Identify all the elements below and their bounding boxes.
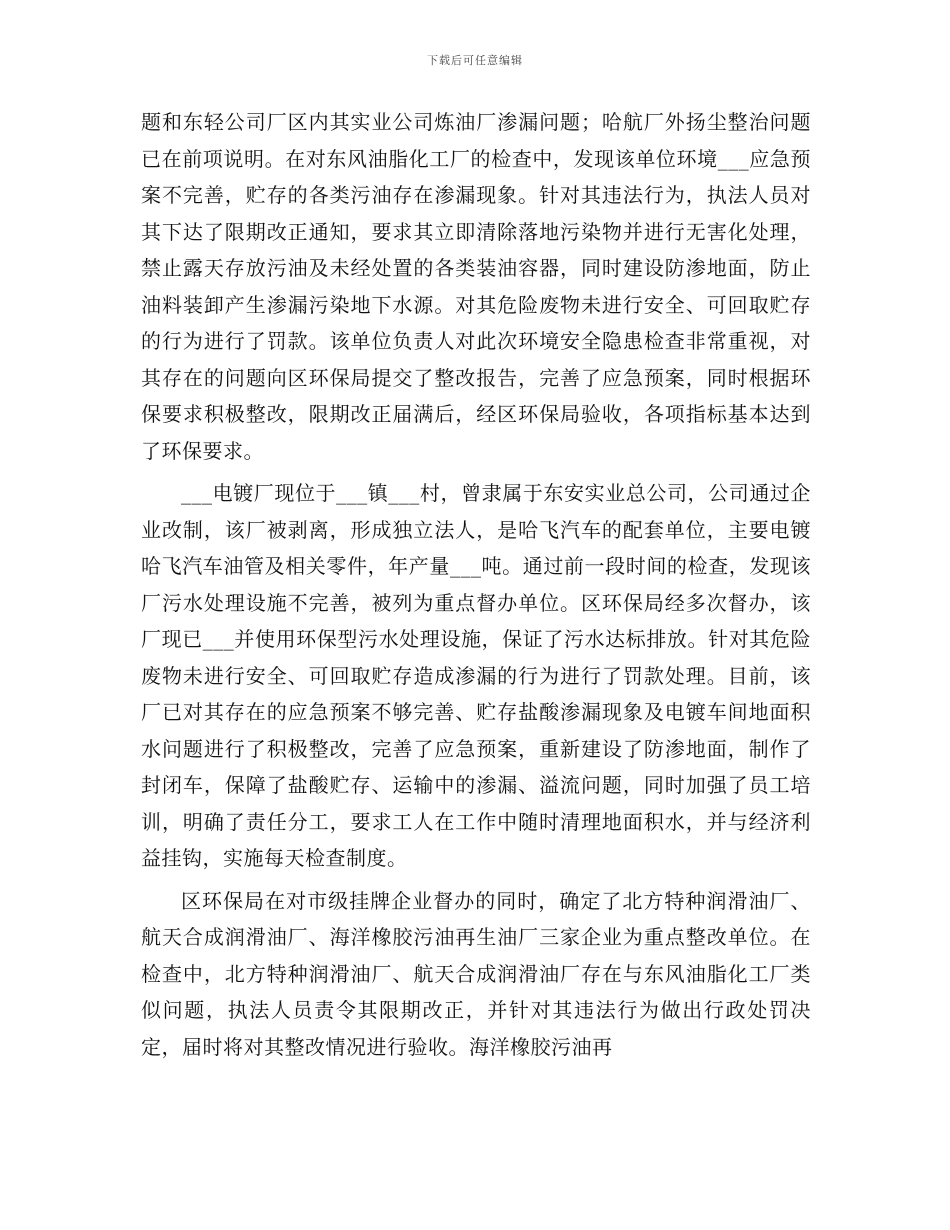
page-header-note: 下载后可任意编辑 (427, 54, 523, 67)
document-body (141, 104, 811, 1071)
paragraph-1: 题和东轻公司厂区内其实业公司炼油厂渗漏问题；哈航厂外扬尘整治问题已在前项说明。在对东风油脂化工厂的检查中，发现该单位环境___应急预案不完善，贮存的各类污油存在渗漏现象。针对其违法行为，执法人员对其下达了限期改正通知，要求其立即清除落地污染物并进行无害化处理，禁止露天存放污油及未经处置的各类装油容器，同时建设防渗地面，防止油料装卸产生渗漏污染地下水源。对其危险废物未进行安全、可回取贮存的行为进行了罚款。该单位负责人对此次环境安全隐患检查非常重视，对其存在的问题向区环保局提交了整改报告，完善了应急预案，同时根据环保要求积极整改，限期改正届满后，经区环保局验收，各项指标基本达到了环保要求。 (141, 110, 811, 463)
paragraph-2: ___电镀厂现位于___镇___村，曾隶属于东安实业总公司，公司通过企业改制，该厂被剥离，形成独立法人，是哈飞汽车的配套单位，主要电镀哈飞汽车油管及相关零件，年产量___吨。通过前一段时间的检查，发现该厂污水处理设施不完善，被列为重点督办单位。区环保局经多次督办，该厂现已___并使用环保型污水处理设施，保证了污水达标排放。针对其危险废物未进行安全、可回取贮存造成渗漏的行为进行了罚款处理。目前，该厂已对其存在的应急预案不够完善、贮存盐酸渗漏现象及电镀车间地面积水问题进行了积极整改，完善了应急预案，重新建设了防渗地面，制作了封闭车，保障了盐酸贮存、运输中的渗漏、溢流问题，同时加强了员工培训，明确了责任分工，要求工人在工作中随时清理地面积水，并与经济利益挂钩，实施每天检查制度。 (141, 481, 811, 870)
paragraph-3: 区环保局在对市级挂牌企业督办的同时，确定了北方特种润滑油厂、航天合成润滑油厂、海洋橡胶污油再生油厂三家企业为重点整改单位。在检查中，北方特种润滑油厂、航天合成润滑油厂存在与东风油脂化工厂类似问题，执法人员责令其限期改正，并针对其违法行为做出行政处罚决定，届时将对其整改情况进行验收。海洋橡胶污油再 (141, 888, 811, 1059)
